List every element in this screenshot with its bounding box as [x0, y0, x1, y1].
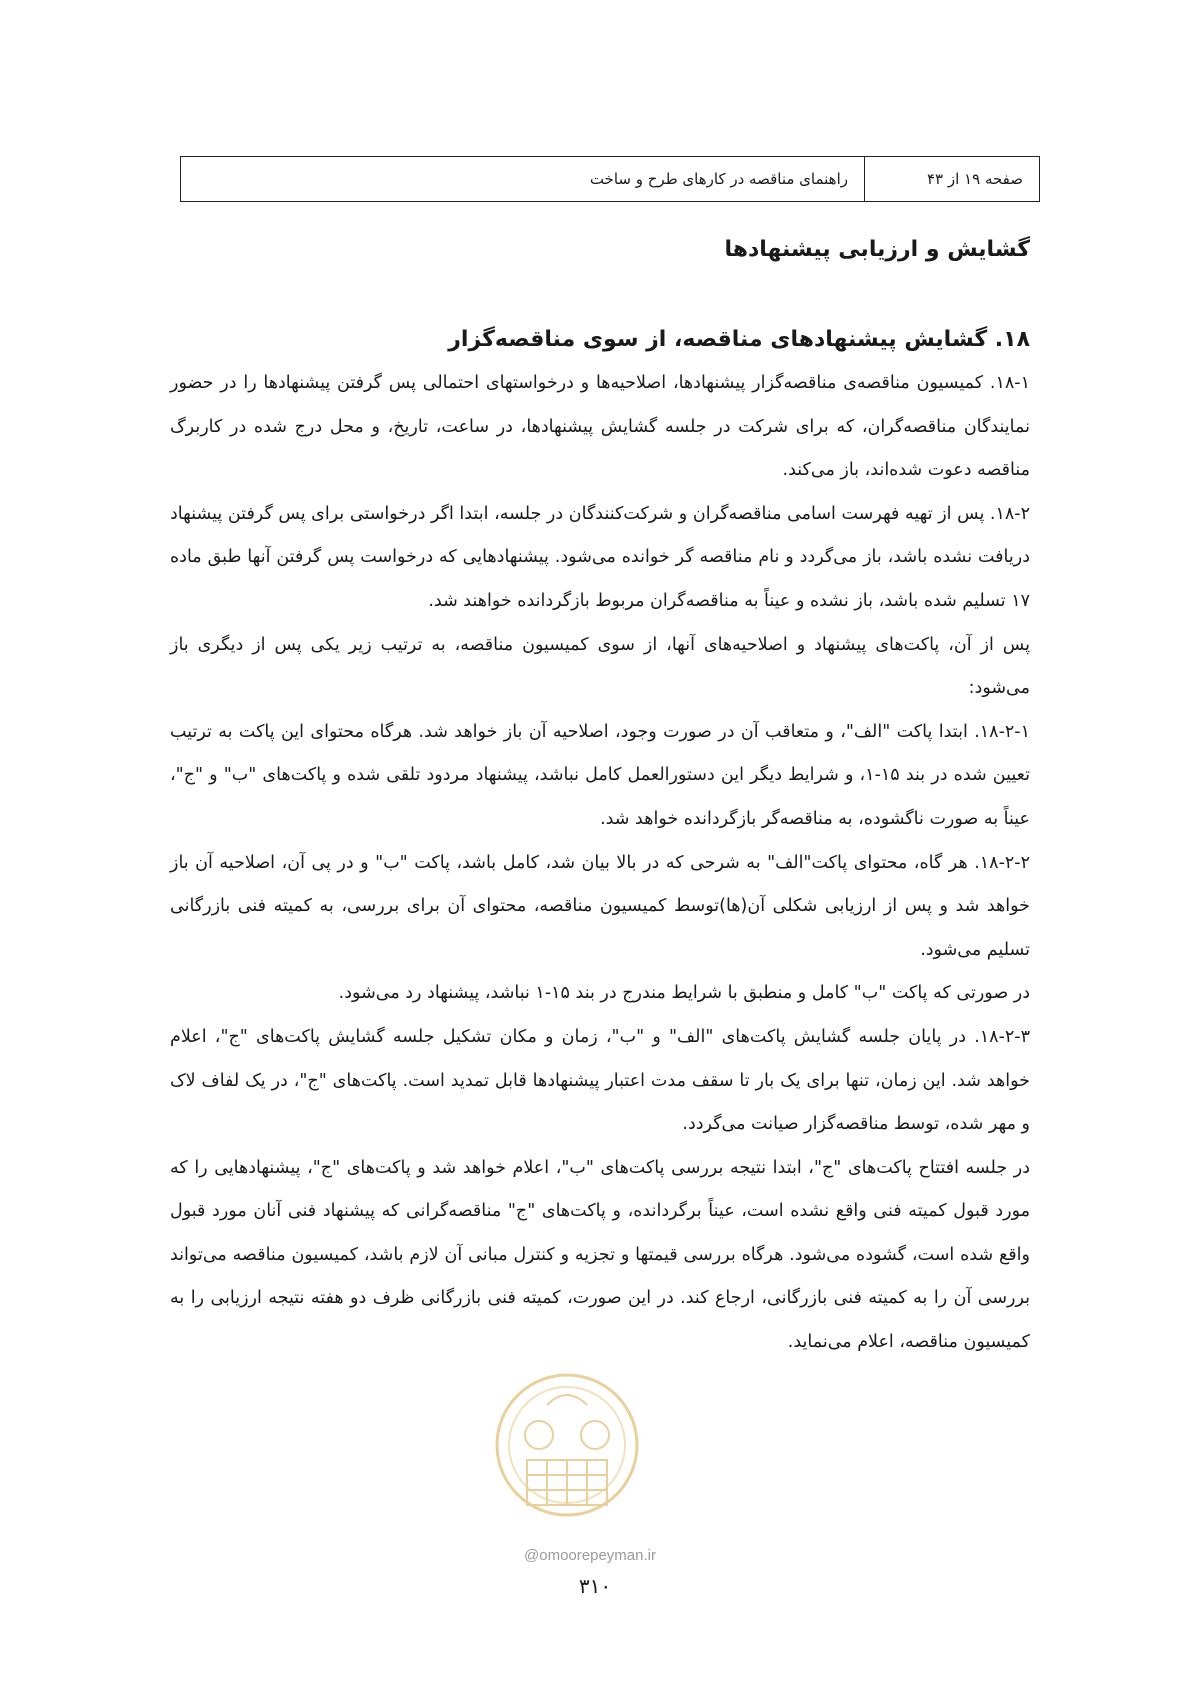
header-doc-title: راهنمای مناقصه در کارهای طرح و ساخت: [589, 170, 848, 188]
paragraph-18-2: ۱۸-۲. پس از تهیه فهرست اسامی مناقصه‌گران و شرکت‌کنندگان در جلسه، ابتدا اگر درخواستی برای پس گرفتن پیشنهاد دریافت نشده باشد، باز می‌گردد و نام مناقصه گر خوانده می‌شود. پیشنهادهایی که درخواست پس گرفتن آنها طبق ماده ۱۷ تسلیم شده باشد، باز نشده و عیناً به مناقصه‌گران مربوط بازگردانده خواهند شد.: [170, 503, 1030, 611]
watermark-logo-icon: [487, 1365, 647, 1545]
header-page-label: صفحه ۱۹ از ۴۳: [864, 157, 1039, 201]
paragraph-after: پس از آن، پاکت‌های پیشنهاد و اصلاحیه‌های آنها، از سوی کمیسیون مناقصه، به ترتیب زیر یکی پس از دیگری باز می‌شود:: [170, 634, 1030, 699]
page-header-table: [180, 156, 1040, 202]
paragraph-18-2-2: ۱۸-۲-۲. هر گاه، محتوای پاکت"الف" به شرحی که در بالا بیان شد، کامل باشد، پاکت "ب" و در پی آن، اصلاحیه آن باز خواهد شد و پس از ارزیابی شکلی آن(ها)توسط کمیسیون مناقصه، محتوای آن برای بررسی، به کمیته فنی بازرگانی تسلیم می‌شود.: [170, 852, 1030, 960]
document-body: [170, 230, 1030, 1365]
sub-heading: ۱۸. گشایش پیشنهادهای مناقصه، از سوی مناقصه‌گزار: [448, 327, 1030, 352]
section-heading: گشایش و ارزیابی پیشنهادها: [724, 237, 1030, 262]
paragraph-18-2-1: ۱۸-۲-۱. ابتدا پاکت "الف"، و متعاقب آن در صورت وجود، اصلاحیه آن باز خواهد شد. هرگاه محتوای این پاکت به ترتیب تعیین شده در بند ۱۵-۱، و شرایط دیگر این دستورالعمل کامل نباشد، پیشنهاد مردود تلقی شده و پاکت‌های "ب" و "ج"، عیناً به صورت ناگشوده، به مناقصه‌گر بازگردانده خواهد شد.: [170, 721, 1030, 829]
watermark-url: @omoorepeyman.ir: [524, 1547, 656, 1564]
paragraph-18-1: ۱۸-۱. کمیسیون مناقصه‌ی مناقصه‌گزار پیشنهادها، اصلاحیه‌ها و درخواستهای احتمالی پس گرفتن پیشنهادها را در حضور نمایندگان مناقصه‌گران، که برای شرکت در جلسه گشایش پیشنهادها، در ساعت، تاریخ، و محل درج شده در کاربرگ مناقصه دعوت شده‌اند، باز می‌کند.: [170, 373, 1030, 481]
paragraph-18-2-3: ۱۸-۲-۳. در پایان جلسه گشایش پاکت‌های "الف" و "ب"، زمان و مکان تشکیل جلسه گشایش پاکت‌های "ج"، اعلام خواهد شد. این زمان، تنها برای یک بار تا سقف مدت اعتبار پیشنهادها قابل تمدید است. پاکت‌های "ج"، در یک لفاف لاک و مهر شده، توسط مناقصه‌گزار صیانت می‌گردد.: [170, 1026, 1030, 1135]
paragraph-opening-session: در جلسه افتتاح پاکت‌های "ج"، ابتدا نتیجه بررسی پاکت‌های "ب"، اعلام خواهد شد و پاکت‌های "ج"، پیشنهادهایی را که مورد قبول کمیته فنی واقع نشده است، عیناً برگردانده، و پاکت‌های "ج" مناقصه‌گرانی که پیشنهاد فنی آنان مورد قبول واقع شده است، گشوده می‌شود. هرگاه بررسی قیمتها و تجزیه و کنترل مبانی آن لازم باشد، کمیسیون مناقصه می‌تواند بررسی آن را به کمیته فنی بازرگانی، ارجاع کند. در این صورت، کمیته فنی بازرگانی ظرف دو هفته نتیجه ارزیابی را به کمیسیون مناقصه، اعلام می‌نماید.: [170, 1157, 1030, 1353]
page-number: ۳۱۰: [578, 1574, 612, 1598]
paragraph-condition: در صورتی که پاکت "ب" کامل و منطبق با شرایط مندرج در بند ۱۵-۱ نباشد، پیشنهاد رد می‌شود.: [338, 983, 1030, 1004]
